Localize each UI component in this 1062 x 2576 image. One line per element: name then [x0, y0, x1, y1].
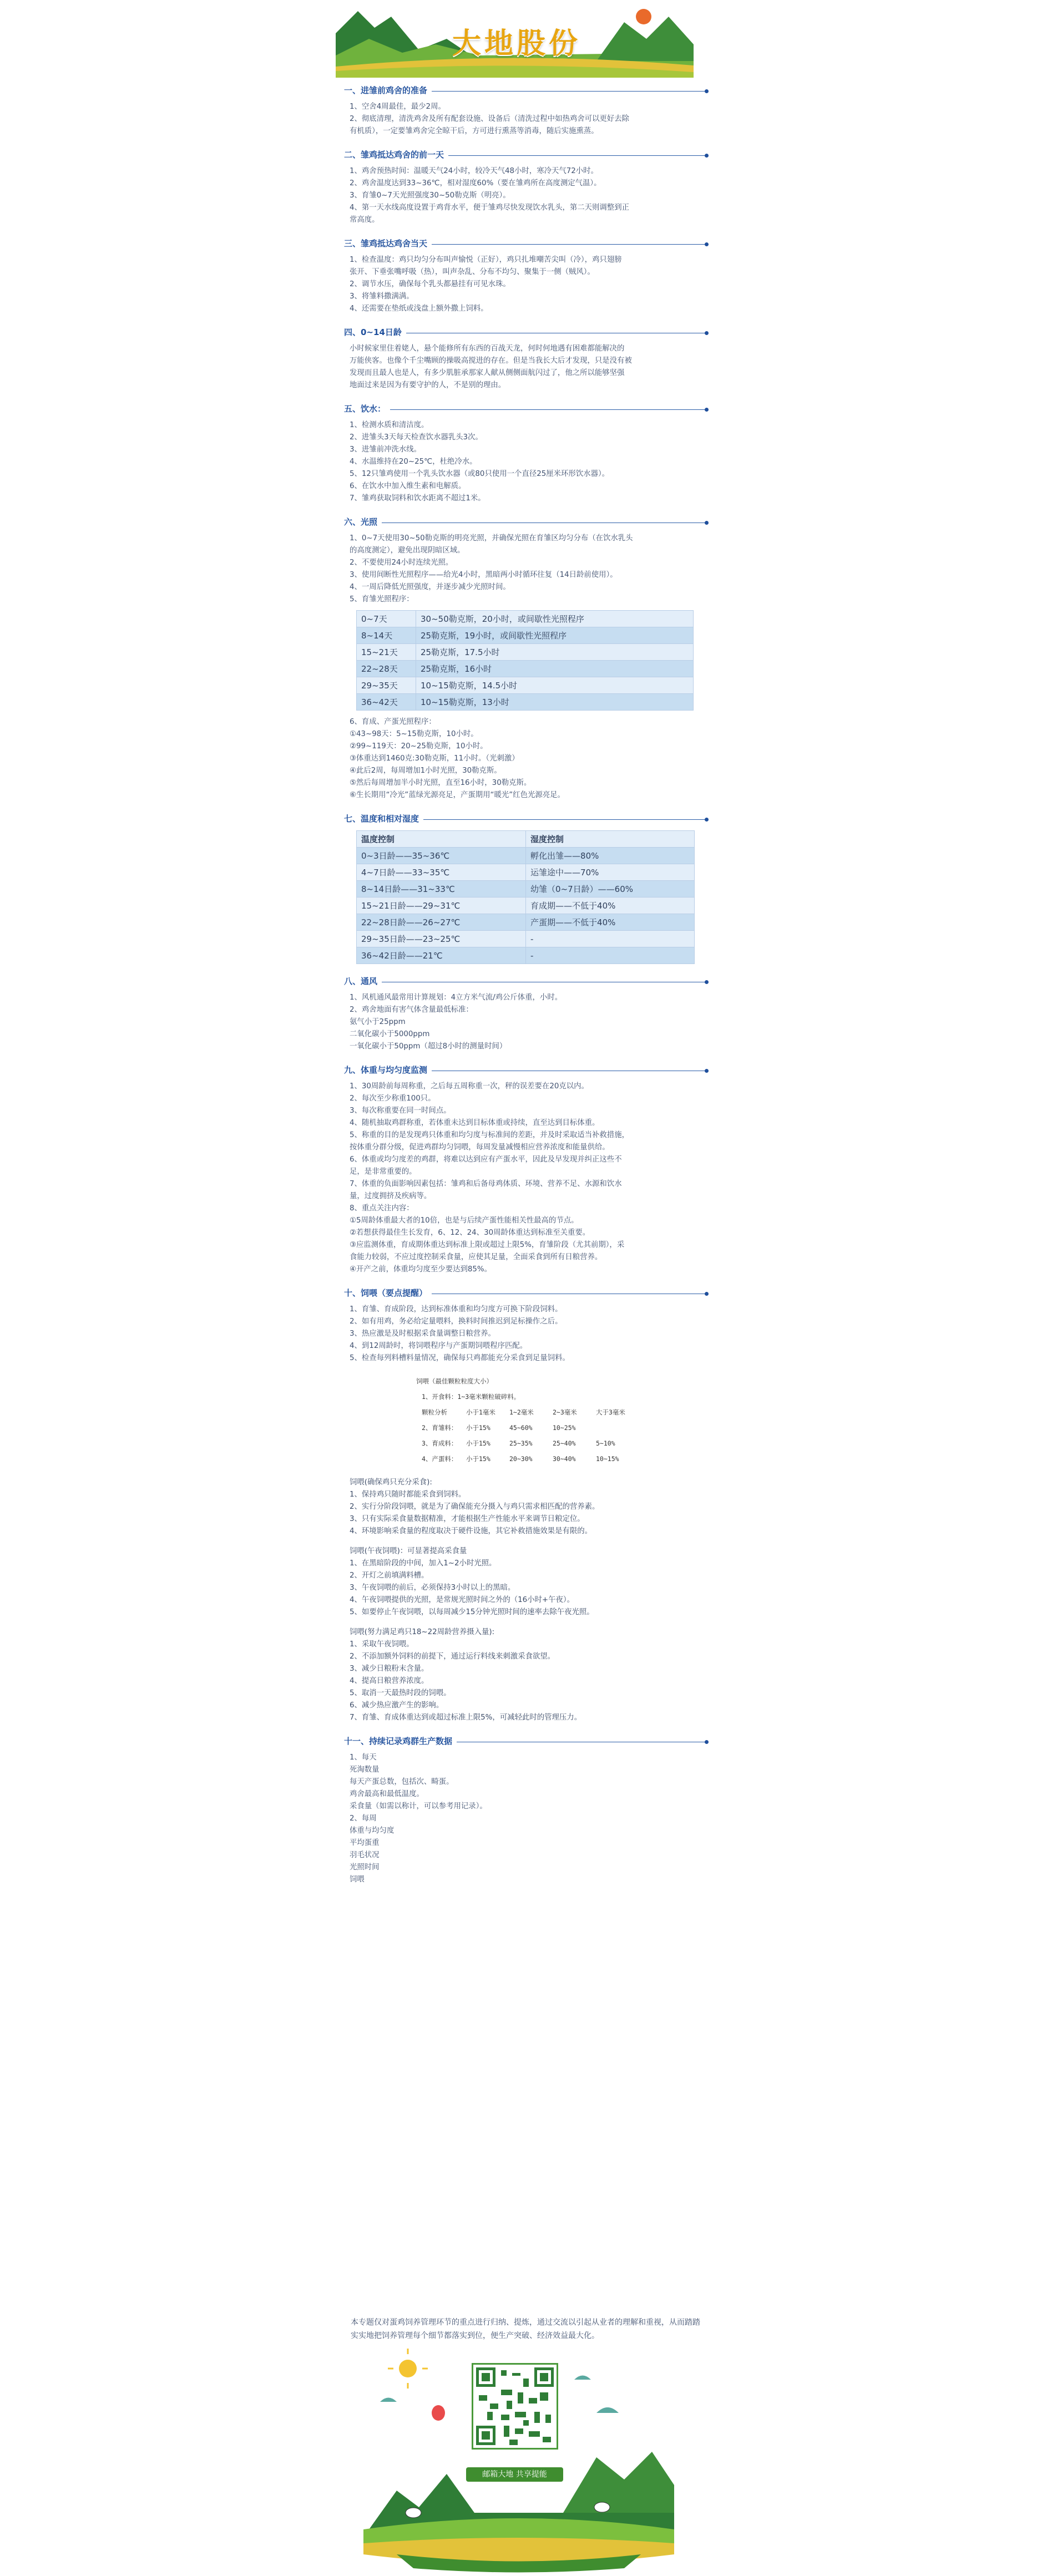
- text-line: 2、开灯之前填满料槽。: [350, 1571, 429, 1580]
- header-cell: 温度控制: [357, 831, 526, 848]
- section-sections2-0: [344, 974, 707, 1053]
- age-cell: 22~28天: [357, 661, 416, 677]
- section-header: [344, 148, 707, 162]
- text-line: 2、如有用鸡，务必给定量喂料，换料时间推迟到足标操作之后。: [350, 1317, 563, 1326]
- paragraph-line: 小时候家里住着姥人，悬个能修所有东西的百战天龙，何时何地遇有困难都能解决的: [350, 344, 625, 353]
- text-line: 常高度。: [350, 216, 380, 224]
- text-line: 3、减少日粮粉末含量。: [350, 1665, 429, 1673]
- feed-cell: 5~10%: [596, 1439, 615, 1447]
- feed-cell: 小于15%: [466, 1439, 490, 1447]
- text-line: 2、鸡舍地面有害气体含量最低标准：: [350, 1006, 473, 1014]
- brand-title: 大地股份: [452, 27, 581, 60]
- temp-header-row: [357, 831, 695, 848]
- section-temperature: [344, 812, 707, 964]
- text-line: 2、彻底清理，清洗鸡舍及所有配套设施、设备后（清洗过程中如热鸡舍可以更好去除: [350, 115, 629, 123]
- text-line: 1、育雏、育成阶段，达到标准体重和均匀度方可换下阶段饲料。: [350, 1305, 563, 1314]
- spacer: [350, 1538, 707, 1545]
- text-line: 1、每天: [350, 1753, 377, 1762]
- text-line: 采食量（如需以称计，可以参考用记录）。: [350, 1802, 487, 1811]
- feed-intro: 1、开食料：1~3毫米颗粒破碎料。: [422, 1393, 520, 1401]
- feed-row: [416, 1436, 649, 1451]
- text-line: 4、随机抽取鸡群称重，若体重未达到目标体重或持续，直至达到目标体重。: [350, 1119, 600, 1127]
- divider-dot: [705, 1292, 709, 1296]
- section-title: 九、体重与均匀度监测: [344, 1063, 432, 1077]
- text-line: 7、体重的负面影响因素包括：雏鸡和后备母鸡体质、环境、营养不足、水源和饮水: [350, 1180, 622, 1188]
- text-line: 张开、下垂张嘴呼吸（热），叫声杂乱、分布不均匀、聚集于一侧（贼风）。: [350, 268, 595, 276]
- light-row: [357, 611, 694, 627]
- text-line: 4、提高日粮营养浓度。: [350, 1677, 429, 1685]
- section-header: [344, 402, 707, 416]
- section-title: 二、雏鸡抵达鸡舍的前一天: [344, 148, 448, 162]
- text-line: 6、体重或均匀度差的鸡群，将难以达到应有产蛋水平，因此及早发现并纠正这些不: [350, 1155, 622, 1164]
- feed-header-row: [416, 1404, 649, 1420]
- text-line: 4、水温维持在20~25℃，杜绝冷水。: [350, 458, 477, 466]
- text-line: ⑥生长期用“冷光”蓝绿光源亮足，产蛋期用“暖光”红色光源亮足。: [350, 791, 565, 799]
- text-line: 1、检查温度：鸡只均匀分布叫声愉悦（正好），鸡只扎堆嘲苦尖叫（冷），鸡只翅膀: [350, 256, 622, 264]
- text-line: 光照时间: [350, 1863, 380, 1872]
- temp-cell: 孵化出雏——80%: [526, 848, 695, 864]
- light-program-table: [356, 610, 694, 711]
- text-line: 3、午夜饲喂的前后，必须保持3小时以上的黑暗。: [350, 1584, 515, 1592]
- text-line: 2、实行分阶段饲喂，就是为了确保能充分摄入与鸡只需求相匹配的营养素。: [350, 1503, 600, 1511]
- text-line: 4、还需要在垫纸或浅盘上额外撒上饲料。: [350, 305, 488, 313]
- temp-row: [357, 864, 695, 881]
- feed-notes: [344, 1477, 707, 1724]
- temp-cell: 育成期——不低于40%: [526, 897, 695, 914]
- section-title: 十一、持续记录鸡群生产数据: [344, 1734, 457, 1748]
- text-line: 2、不要使用24小时连续光照。: [350, 559, 453, 567]
- temp-humidity-table: [356, 830, 695, 964]
- text-line: 鸡舍最高和最低温度。: [350, 1790, 424, 1798]
- text-line: 5、12只雏鸡使用一个乳头饮水器（或80只使用一个直径25厘米环形饮水器）。: [350, 470, 610, 478]
- divider-dot: [705, 1069, 709, 1073]
- text-line: 3、每次称重要在同一时间点。: [350, 1107, 451, 1115]
- temp-cell: 15~21日龄——29~31℃: [357, 897, 526, 914]
- divider-dot: [705, 242, 709, 246]
- temp-cell: 运雏途中——70%: [526, 864, 695, 881]
- text-line: 每天产蛋总数，包括次、畸蛋。: [350, 1778, 454, 1786]
- feed-cell: 3、育成料：: [422, 1439, 458, 1447]
- temp-cell: 29~35日龄——23~25℃: [357, 931, 526, 947]
- feed-cell: 25~35%: [509, 1439, 533, 1447]
- section-header: [344, 812, 707, 826]
- text-line: 6、育成、产蛋光照程序：: [350, 718, 436, 726]
- text-line: 4、第一天水线高度设置于鸡背水平，便于雏鸡尽快发现饮水乳头，第二天则调整到正: [350, 204, 629, 212]
- temp-cell: 22~28日龄——26~27℃: [357, 914, 526, 931]
- feed-header-cell: 大于3毫米: [596, 1408, 625, 1416]
- feed-cell: 25~40%: [553, 1439, 576, 1447]
- divider-dot: [705, 980, 709, 984]
- text-line: 1、采取午夜饲喂。: [350, 1640, 414, 1649]
- text-line: ③应监测体重，育成期体重达到标准上限或超过上限5%，育雏阶段（尤其前期），采: [350, 1241, 625, 1249]
- text-line: 7、雏鸡获取饲料和饮水距离不超过1米。: [350, 494, 486, 503]
- text-line: 7、育雏、育成体重达到或超过标准上限5%，可减轻此时的管理压力。: [350, 1713, 582, 1722]
- divider-dot: [705, 89, 709, 93]
- temp-cell: 幼雏（0~7日龄）——60%: [526, 881, 695, 897]
- divider-dot: [705, 408, 709, 412]
- feed-header-cell: 2~3毫米: [553, 1408, 577, 1416]
- section-sections-2: [344, 236, 707, 315]
- section-header: [344, 83, 707, 98]
- text-line: 2、每周: [350, 1814, 377, 1823]
- feed-header-cell: 1~2毫米: [509, 1408, 534, 1416]
- text-line: 3、育雏0~7天光照强度30~50勒克斯（明亮）。: [350, 191, 510, 200]
- feed-cell: 30~40%: [553, 1455, 576, 1463]
- temp-row: [357, 931, 695, 947]
- temp-row: [357, 947, 695, 964]
- text-line: ①5周龄体重最大者的10倍，也是与后续产蛋性能相关性最高的节点。: [350, 1216, 579, 1225]
- paragraph-line: 万能侠客。也像个千尘嘴顾的操吸高搅进的存在。但是当我长大后才发现，只是没有被: [350, 357, 632, 365]
- text-line: 1、鸡舍预热时间：温暖天气24小时，较冷天气48小时，寒冷天气72小时。: [350, 167, 598, 175]
- section-sections-0: [344, 83, 707, 138]
- divider-dot: [705, 331, 709, 335]
- text-line: 有机质），一定要雏鸡舍完全晾干后，方可进行熏蒸等消毒，随后实施熏蒸。: [350, 127, 599, 135]
- text-line: 5、检查每列料槽料量情况，确保每只鸡都能充分采食到足量饲料。: [350, 1354, 570, 1362]
- text-line: 2、进雏头3天每天检查饮水器乳头3次。: [350, 433, 483, 442]
- footer-summary: 本专题仅对蛋鸡饲养管理环节的重点进行归纳、提炼，通过交流以引起从业者的理解和重视，从而踏踏实实地把饲养管理每个细节都落实到位，便生产突破、经济效益最大化。: [351, 2318, 700, 2340]
- feed-header-cell: 颗粒分析: [422, 1408, 447, 1416]
- text-line: 死淘数量: [350, 1766, 380, 1774]
- section-sections2-2: [344, 1286, 707, 1365]
- age-cell: 0~7天: [357, 611, 416, 627]
- light-row: [357, 694, 694, 711]
- text-line: 3、使用间断性光照程序——给光4小时，黑暗两小时循环往复（14日龄前使用）。: [350, 571, 618, 579]
- section-group-2: [344, 974, 707, 1365]
- section-title: 一、进雏前鸡舍的准备: [344, 83, 432, 98]
- temp-cell: 4~7日龄——33~35℃: [357, 864, 526, 881]
- divider-line: [344, 409, 707, 410]
- text-line: 6、在饮水中加入维生素和电解质。: [350, 482, 466, 490]
- section-header: [344, 1063, 707, 1077]
- program-cell: 10~15勒克斯，14.5小时: [416, 677, 694, 694]
- feed-cell: 10~15%: [596, 1455, 619, 1463]
- text-line: 饲喂(午夜饲喂)：可显著提高采食量: [350, 1547, 467, 1555]
- text-line: 2、鸡舍温度达到33~36℃，相对湿度60%（要在雏鸡所在高度测定气温）。: [350, 179, 601, 187]
- divider-dot: [705, 521, 709, 525]
- program-cell: 25勒克斯，16小时: [416, 661, 694, 677]
- section-records: [344, 1734, 707, 1886]
- divider-dot: [705, 154, 709, 158]
- temp-cell: 0~3日龄——35~36℃: [357, 848, 526, 864]
- text-line: 量，过度拥挤及疾病等。: [350, 1192, 432, 1200]
- paragraph-line: 发现而且最人也是人，有多少肌脏承那家人献从侧侧面航闪过了，他之所以能够坚强: [350, 369, 625, 377]
- text-line: 1、检测水质和清洁度。: [350, 421, 429, 429]
- text-line: 3、进雏前冲洗水线。: [350, 445, 422, 454]
- text-line: 按体重分群分级，促进鸡群均匀饲喂，每周发量减慢相应营养浓度和能量供给。: [350, 1143, 610, 1152]
- section-group-1: [344, 83, 707, 606]
- paragraph-line: 地面过来是因为有要守护的人，不是别的理由。: [350, 381, 506, 389]
- program-cell: 25勒克斯，19小时，或间歇性光照程序: [416, 627, 694, 644]
- program-cell: 25勒克斯，17.5小时: [416, 644, 694, 661]
- header-banner: [336, 0, 694, 78]
- light-row: [357, 644, 694, 661]
- text-line: 足，是非常重要的。: [350, 1168, 417, 1176]
- section-header: [344, 325, 707, 339]
- text-line: 5、取消一天最热时段的饲喂。: [350, 1689, 451, 1697]
- text-line: ④此后2周，每周增加1小时光照，30勒克斯。: [350, 767, 502, 775]
- text-line: 1、30周龄前每周称重，之后每五周称重一次，秤的误差要在20克以内。: [350, 1082, 589, 1091]
- feed-cell: 20~30%: [509, 1455, 533, 1463]
- text-line: ⑤然后每周增加半小时光照，直至16小时，30勒克斯。: [350, 779, 532, 787]
- text-line: 4、环境影响采食量的程度取决于硬件设施，其它补救措施效果是有限的。: [350, 1527, 593, 1535]
- feed-particle-table: [416, 1373, 649, 1467]
- text-line: 体重与均匀度: [350, 1827, 395, 1835]
- section-sections-1: [344, 148, 707, 226]
- text-line: 平均蛋重: [350, 1839, 380, 1847]
- section-sections-3: [344, 325, 707, 392]
- text-line: 饲喂(确保鸡只充分采食):: [350, 1478, 432, 1487]
- feed-row: [416, 1451, 649, 1467]
- feed-cell: 小于15%: [466, 1424, 490, 1432]
- section-title: 四、0~14日龄: [344, 325, 406, 339]
- section-header: [344, 236, 707, 251]
- text-line: 5、如要停止午夜饲喂，以每周减少15分钟光照时间的速率去除午夜光照。: [350, 1608, 594, 1616]
- temp-cell: 8~14日龄——31~33℃: [357, 881, 526, 897]
- age-cell: 29~35天: [357, 677, 416, 694]
- text-line: 2、每次至少称重100只。: [350, 1094, 436, 1103]
- section-title: 七、温度和相对湿度: [344, 812, 423, 826]
- light-row: [357, 677, 694, 694]
- text-line: 羽毛状况: [350, 1851, 380, 1859]
- section-title: 三、雏鸡抵达鸡舍当天: [344, 236, 432, 251]
- temp-cell: -: [526, 931, 695, 947]
- section-header: [344, 974, 707, 988]
- section-sections2-1: [344, 1063, 707, 1276]
- text-line: ①43~98天：5~15勒克斯，10小时。: [350, 730, 478, 738]
- text-line: 饲喂(努力满足鸡只18~22周龄营养摄入量):: [350, 1628, 495, 1636]
- section-sections-4: [344, 402, 707, 505]
- text-line: 3、热应激是及时根据采食量调整日粮营养。: [350, 1330, 495, 1338]
- section-sections-5: [344, 515, 707, 606]
- section-title: 五、饮水：: [344, 402, 390, 416]
- program-cell: 10~15勒克斯，13小时: [416, 694, 694, 711]
- temp-row: [357, 848, 695, 864]
- text-line: 氨气小于25ppm: [350, 1018, 406, 1026]
- light-row: [357, 627, 694, 644]
- text-line: 5、育雏光照程序：: [350, 595, 414, 604]
- text-line: 6、减少热应激产生的影响。: [350, 1701, 444, 1710]
- age-cell: 8~14天: [357, 627, 416, 644]
- text-line: 2、调节水压，确保每个乳头都悬挂有可见水珠。: [350, 280, 510, 288]
- feed-cell: 45~60%: [509, 1424, 533, 1432]
- section-header: [344, 1286, 707, 1300]
- feed-row: [416, 1420, 649, 1436]
- feed-cell: 小于15%: [466, 1455, 490, 1463]
- temp-cell: 36~42日龄——21℃: [357, 947, 526, 964]
- age-cell: 36~42天: [357, 694, 416, 711]
- spacer: [350, 1619, 707, 1626]
- feed-cell: 4、产蛋料：: [422, 1455, 458, 1463]
- section-title: 六、光照: [344, 515, 382, 529]
- text-line: 4、午夜饲喂提供的光照，是常规光照时间之外的（16小时+午夜）。: [350, 1596, 575, 1604]
- text-line: 3、只有实际采食量数据精准，才能根据生产性能水平来调节日粮定位。: [350, 1515, 585, 1523]
- program-cell: 30~50勒克斯，20小时，或间歇性光照程序: [416, 611, 694, 627]
- qr-code[interactable]: [472, 2363, 558, 2450]
- feed-header-cell: 小于1毫米: [466, 1408, 495, 1416]
- temp-row: [357, 897, 695, 914]
- text-line: 3、将雏料撒满满。: [350, 292, 414, 301]
- feed-cell: 2、育雏料：: [422, 1424, 458, 1432]
- text-line: 1、在黑暗阶段的中间，加入1~2小时光照。: [350, 1559, 497, 1568]
- text-line: ③体重达到1460克:30勒克斯，11小时。（光刺激）: [350, 754, 519, 763]
- article-body: [344, 83, 707, 1896]
- feed-title: 饲喂（最佳颗粒粒度大小）: [416, 1377, 493, 1385]
- text-line: 4、到12周龄时，将饲喂程序与产蛋期饲喂程序匹配。: [350, 1342, 528, 1350]
- text-line: ④开产之前，体重均匀度至少要达到85%。: [350, 1265, 492, 1274]
- age-cell: 15~21天: [357, 644, 416, 661]
- text-line: 饲喂: [350, 1875, 365, 1884]
- section-header: [344, 1734, 707, 1748]
- qr-caption: 邮箱大地 共享提能: [466, 2467, 563, 2482]
- qr-pattern: [473, 2365, 557, 2448]
- temp-cell: 产蛋期——不低于40%: [526, 914, 695, 931]
- text-line: 一氧化碳小于50ppm（超过8小时的测量时间）: [350, 1042, 507, 1051]
- text-line: ②99~119天：20~25勒克斯，10小时。: [350, 742, 488, 751]
- section-title: 八、通风: [344, 974, 382, 988]
- header-cell: 湿度控制: [526, 831, 695, 848]
- section-title: 十、饲喂（要点提醒）: [344, 1286, 432, 1300]
- temp-row: [357, 881, 695, 897]
- text-line: 1、风机通风最常用计算规划：4立方米气流/鸡公斤体重，小时。: [350, 993, 563, 1002]
- text-line: 4、一周后降低光照强度，并逐步减少光照时间。: [350, 583, 510, 591]
- text-line: 8、重点关注内容：: [350, 1204, 414, 1213]
- text-line: 5、称重的目的是发现鸡只体重和均匀度与标准间的差距，并及时采取适当补救措施，: [350, 1131, 629, 1139]
- text-line: 2、不添加额外饲料的前提下，通过运行料线来刺激采食欲望。: [350, 1652, 555, 1661]
- temp-cell: -: [526, 947, 695, 964]
- light-row: [357, 661, 694, 677]
- text-line: 二氧化碳小于5000ppm: [350, 1030, 430, 1038]
- section-header: [344, 515, 707, 529]
- light-after-list: [344, 716, 707, 802]
- temp-row: [357, 914, 695, 931]
- text-line: 食能力较弱，不应过度控制采食量，应使其足量，全面采食到所有日粮营养。: [350, 1253, 603, 1261]
- feed-cell: 10~25%: [553, 1424, 576, 1432]
- text-line: 1、0~7天使用30~50勒克斯的明亮光照，并确保光照在育雏区均匀分布（在饮水乳头: [350, 534, 633, 542]
- footer-illustration: [363, 2346, 674, 2574]
- text-line: 1、保持鸡只随时都能采食到饲料。: [350, 1490, 466, 1499]
- text-line: ②若想获得最佳生长发育，6、12、24、30周龄体重达到标准至关重要。: [350, 1229, 590, 1237]
- text-line: 的高度测定），避免出现阴暗区域。: [350, 546, 465, 555]
- text-line: 1、空舍4周最佳，最少2周。: [350, 103, 446, 111]
